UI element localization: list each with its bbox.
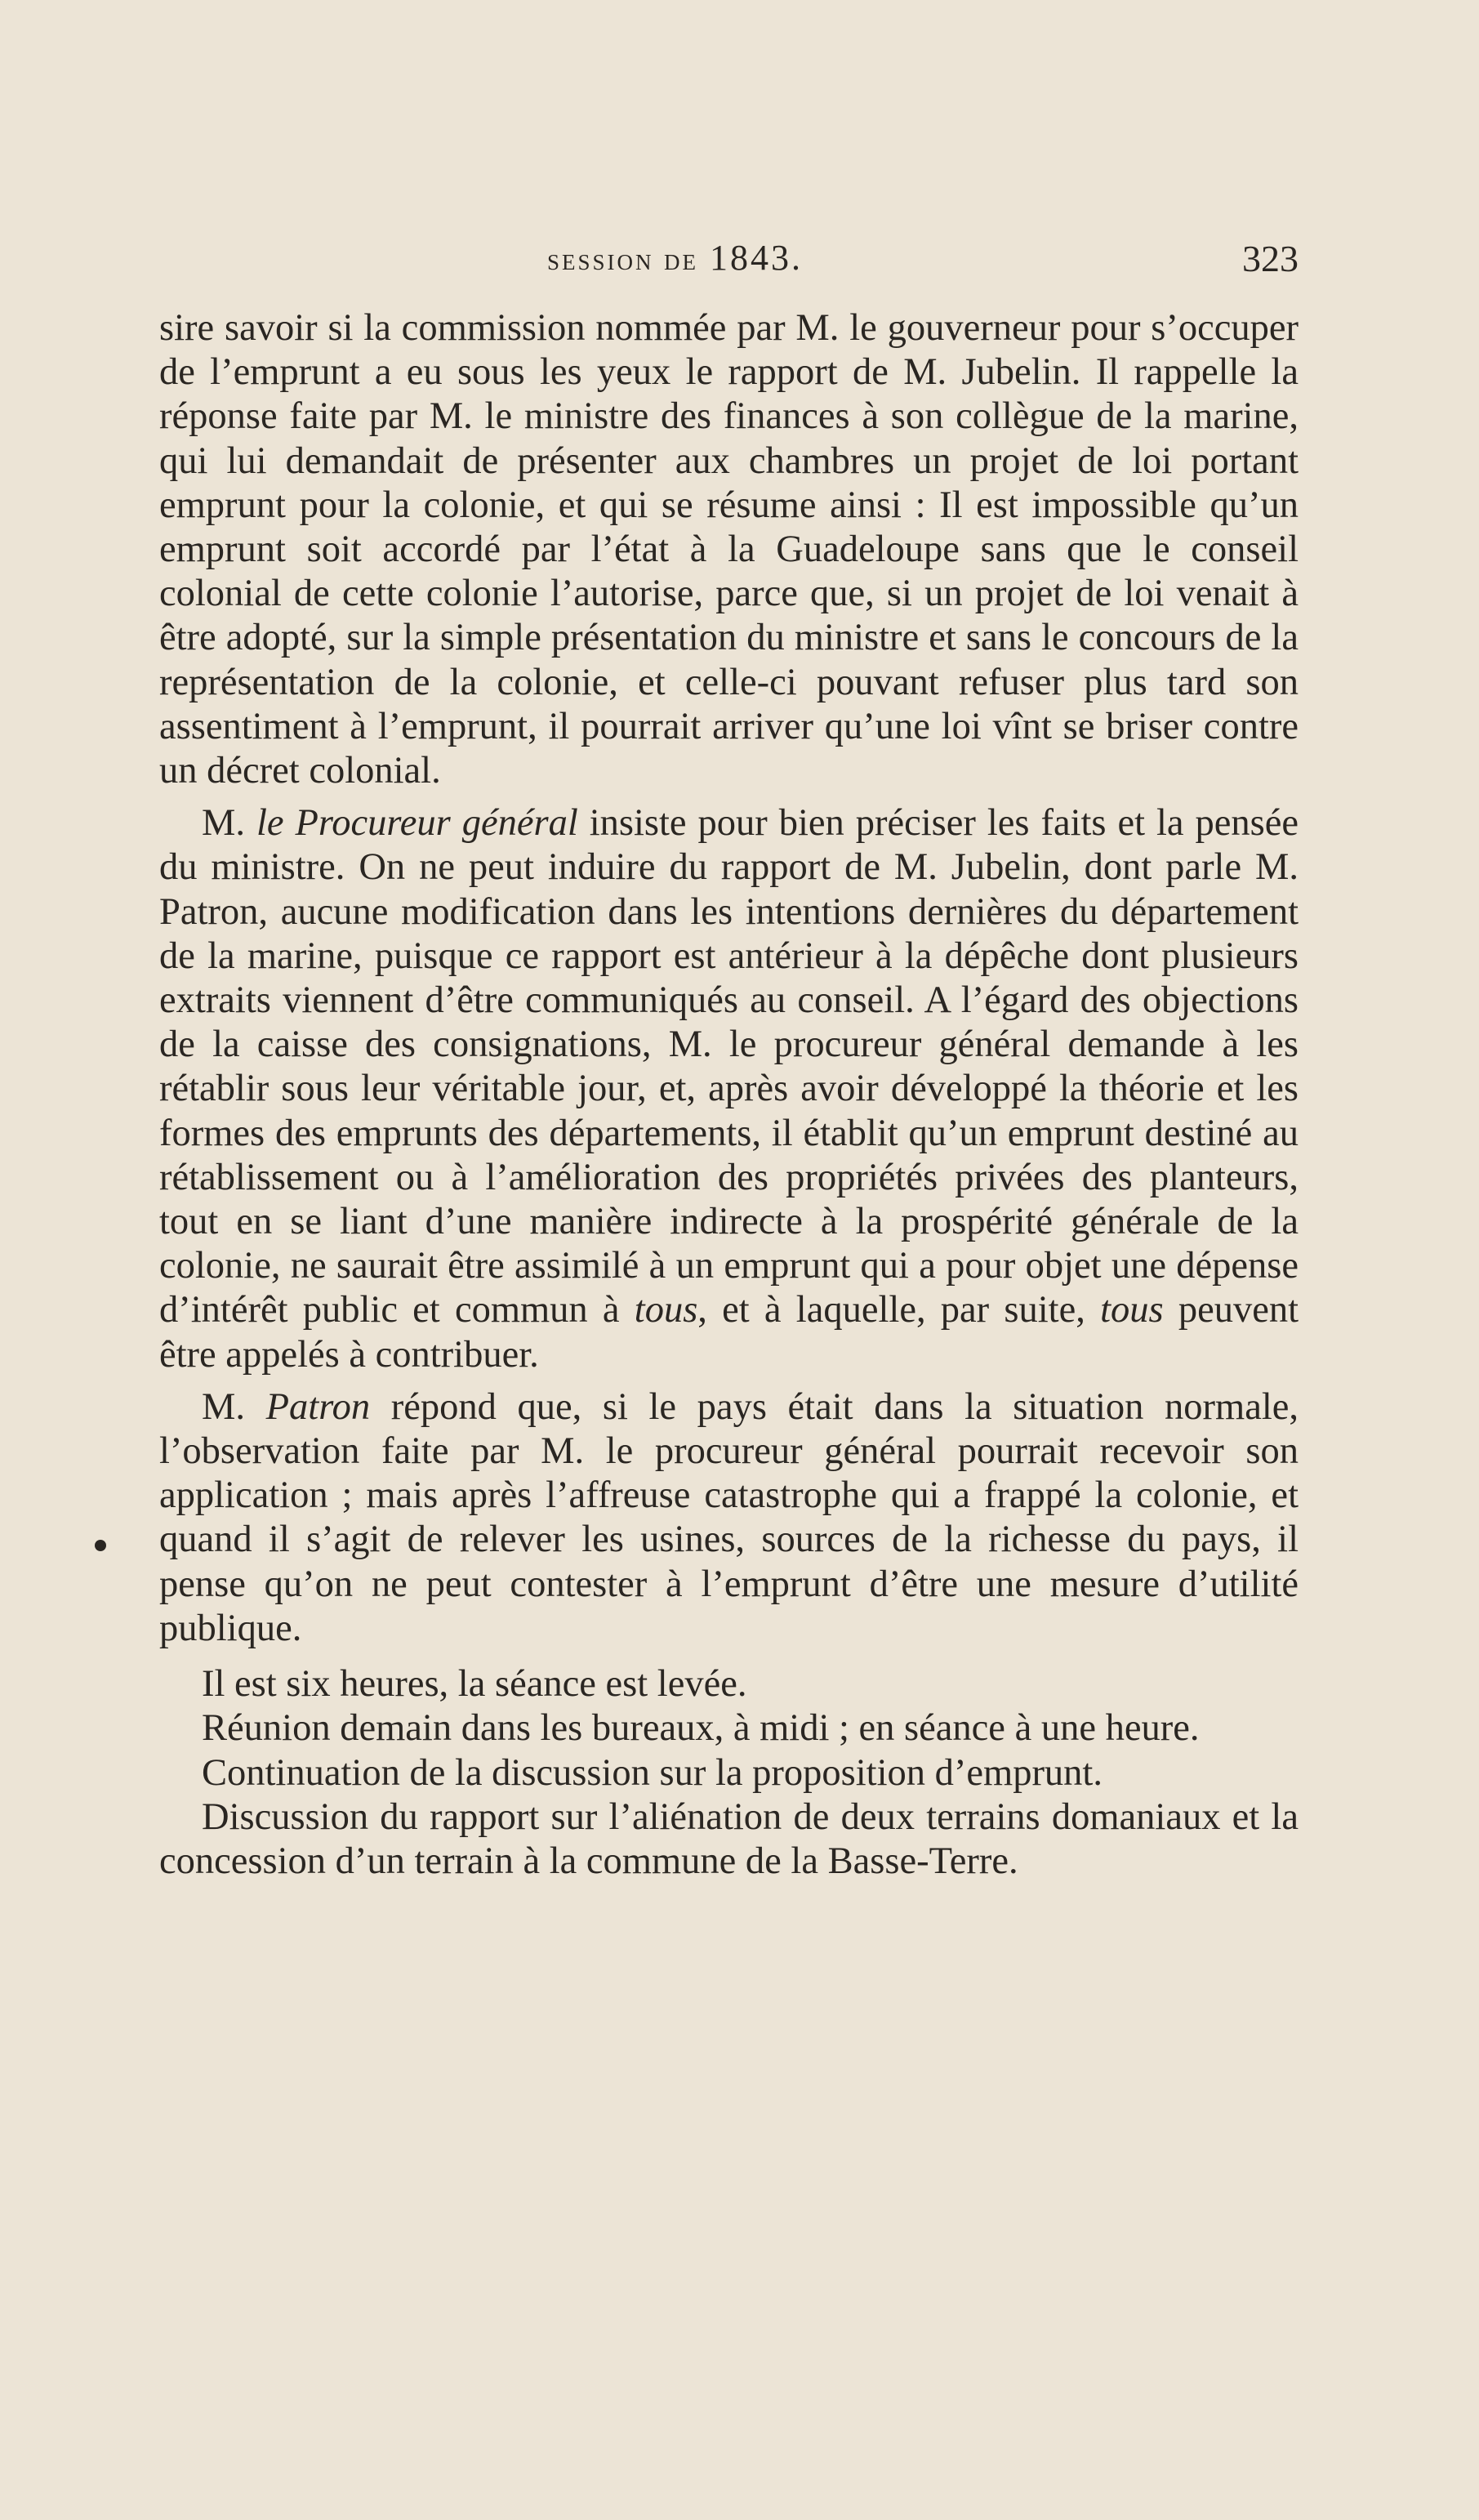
paragraph-next-meeting: Réunion demain dans les bureaux, à midi ; en séance à une heure. [202, 1707, 1200, 1750]
paragraph-text: répond que, si le pays était dans la situation normale, l’observation faite par M. le procureur général pourrait recevoir son application ; mais après l’affreuse catastrophe qui a frappé la colonie, et quand il s’agit de relever les usines, sources de la richesse du pays, il pense qu’on ne peut contester à l’emprunt d’être une mesure d’utilité publique. [159, 1385, 1299, 1649]
speaker-prefix: M. [202, 1385, 245, 1428]
page-number: 323 [1242, 238, 1299, 279]
paragraph-text: , et à laquelle, par suite, [697, 1289, 1085, 1331]
paragraph-agenda-report: Discussion du rapport sur l’aliénation de deux terrains domaniaux et la concession d’un terrain à la commune de la Basse-Terre. [159, 1795, 1299, 1882]
body-text [159, 306, 1299, 1884]
running-head-year: 1843. [710, 238, 804, 278]
paragraph-text: insiste pour bien préciser les faits et la pensée du ministre. On ne peut induire du rapport de M. Jubelin, dont parle M. Patron, aucune modification dans les intentions dernières du département de la marine, puisque ce rapport est antérieur à la dépêche dont plusieurs extraits viennent d’être communiqués au conseil. A l’égard des objections de la caisse des consignations, M. le procureur général demande à les rétablir sous leur véritable jour, et, après avoir développé la théorie et les formes des emprunts des départements, il établit qu’un emprunt destiné au rétablissement ou à l’amélioration des propriétés privées des planteurs, tout en se liant d’une manière indirecte à la prospérité générale de la colonie, ne saurait être assimilé à un emprunt qui a pour objet une dépense d’intérêt public et commun à [159, 802, 1299, 1331]
page-header [163, 237, 1299, 286]
speaker-prefix: M. [202, 802, 245, 845]
paragraph-patron [159, 1385, 1299, 1651]
speaker-name: Patron [265, 1385, 371, 1428]
paragraph-session-closed: Il est six heures, la séance est levée. [202, 1663, 747, 1706]
paragraph-text: peuvent être appelés à contribuer. [159, 1289, 1299, 1376]
running-head-label: session de [547, 243, 699, 277]
speaker-name: le Procureur général [256, 802, 578, 845]
emphasis-word: tous [1100, 1289, 1164, 1331]
paragraph-continuation: sire savoir si la commission nommée par M. le gouverneur pour s’occuper de l’emprunt a eu sous les yeux le rapport de M. Jubelin. Il rappelle la réponse faite par M. le ministre des finances à son collègue de la marine, qui lui demandait de présenter aux chambres un projet de loi portant emprunt pour la colonie, et qui se résume ainsi : Il est impossible qu’un emprunt soit accordé par l’état à la Guadeloupe sans que le conseil colonial de cette colonie l’autorise, parce que, si un projet de loi venait à être adopté, sur la simple présentation du ministre et sans le concours de la représentation de la colonie, et celle-ci pouvant refuser plus tard son assentiment à l’emprunt, il pourrait arriver qu’une loi vînt se briser contre un décret colonial. [159, 307, 1299, 792]
emphasis-word: tous [634, 1289, 698, 1331]
paragraph-procureur [159, 801, 1299, 1377]
margin-dot [95, 1540, 106, 1551]
running-head [547, 237, 803, 279]
paragraph-agenda-loan: Continuation de la discussion sur la proposition d’emprunt. [202, 1751, 1103, 1794]
